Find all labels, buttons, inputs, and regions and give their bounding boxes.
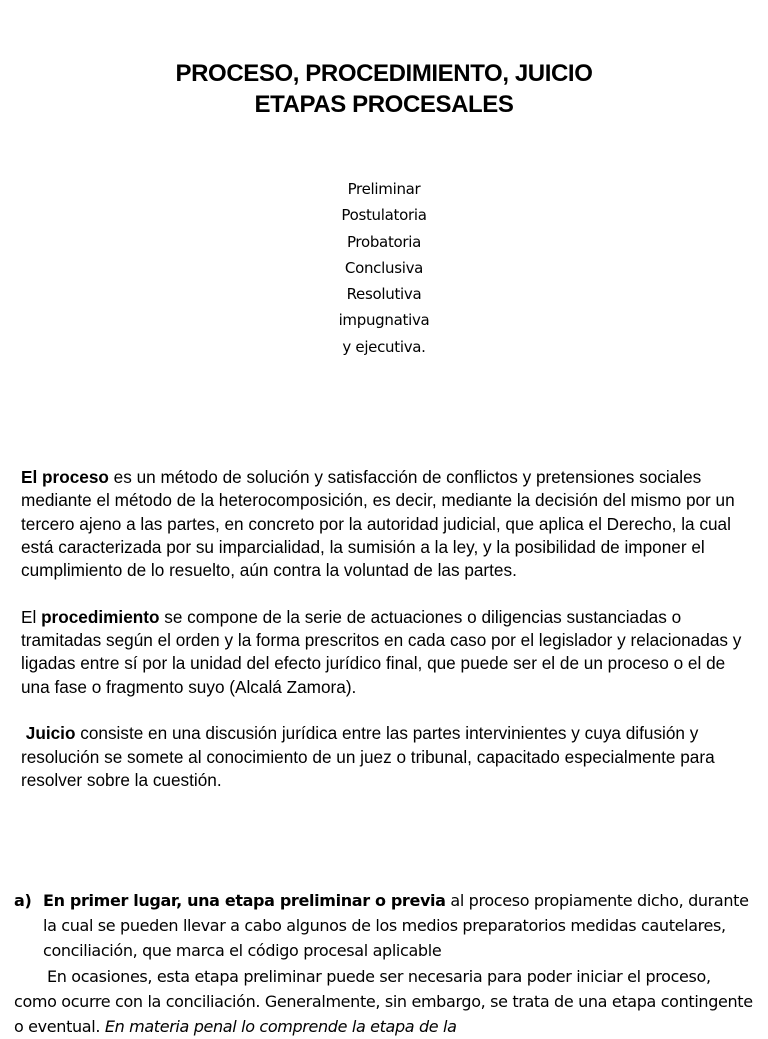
procedimiento-term: procedimiento [41, 606, 160, 627]
stage-item: Postulatoria [341, 206, 427, 225]
stage-item: Resolutiva [346, 285, 422, 304]
stage-item: Preliminar [347, 180, 421, 198]
juicio-paragraph [21, 722, 751, 792]
stage-item: Conclusiva [344, 258, 424, 277]
proceso-paragraph [21, 466, 751, 582]
stage-item: y ejecutiva. [342, 337, 426, 356]
stage-a-item [14, 888, 754, 964]
definitions-section [21, 466, 751, 815]
procedimiento-text: se compone de la serie de actuaciones o diligencias sustanciadas o tramitadas según el orden y la forma prescritos en cada caso por el legislador y relacionadas y ligadas entre sí por la unidad del efecto jurídico final, que puede ser el de un proceso o el de una fase o fragmento suyo (Alcalá Zamora). [21, 606, 742, 697]
list-marker: a) [14, 891, 32, 910]
stage-a-continuation-text: En ocasiones, esta etapa preliminar puede ser necesaria para poder iniciar el proceso, como ocurre con la conciliación. Generalmente, sin embargo, se trata de una etapa contingente o eventual. [14, 966, 753, 1037]
procedimiento-lead: El [21, 606, 42, 627]
stage-a-text: al proceso propiamente dicho, durante la cual se pueden llevar a cabo algunos de los medios preparatorios medidas cautelares, conciliación, que marca el código procesal aplicable [43, 891, 749, 961]
stage-a-bold: En primer lugar, una etapa preliminar o previa [43, 891, 446, 910]
page-title [0, 58, 768, 120]
stage-item: Probatoria [346, 232, 422, 251]
title-line-2: ETAPAS PROCESALES [254, 91, 514, 118]
procedimiento-paragraph [21, 606, 751, 699]
juicio-term: Juicio [25, 723, 76, 744]
juicio-text: consiste en una discusión jurídica entre las partes intervinientes y cuya difusión y resolución se somete al conocimiento de un juez o tribunal, capacitado especialmente para resolver sobre la cuestión. [21, 723, 715, 790]
title-line-1: PROCESO, PROCEDIMIENTO, JUICIO [175, 60, 593, 87]
proceso-term: El proceso [21, 467, 109, 487]
stages-list [0, 176, 768, 360]
stage-a-continuation [14, 964, 754, 1039]
stage-item: impugnativa [338, 311, 430, 330]
stage-a-continuation-italic: En materia penal lo comprende la etapa de la [104, 1017, 457, 1037]
proceso-text: es un método de solución y satisfacción de conflictos y pretensiones sociales mediante el método de la heterocomposición, es decir, mediante la decisión del mismo por un tercero ajeno a las partes, en concreto por la autoridad judicial, que aplica el Derecho, la cual está caracterizada por su imparcialidad, la sumisión a la ley, y la posibilidad de imponer el cumplimiento de lo resuelto, aún contra la voluntad de las partes. [21, 467, 735, 581]
stage-a-section [14, 888, 754, 1039]
